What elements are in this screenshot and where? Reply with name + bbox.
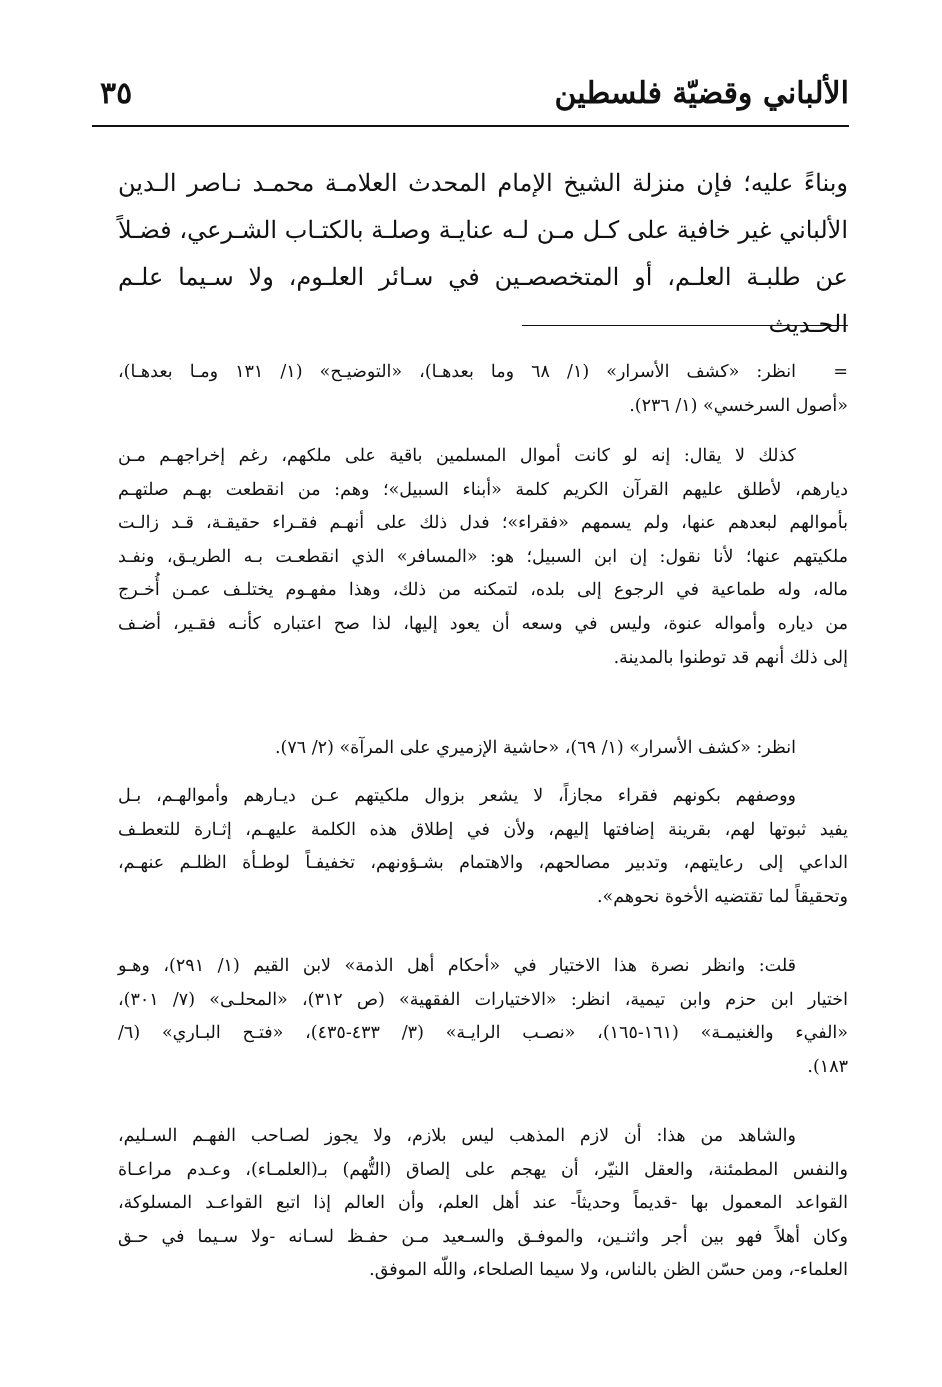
footnote-line: اختيار ابن حزم وابن تيمية، انظر: «الاختيارات الفقهية» (ص ٣١٢)، «المحلـى» (٧/ ٣٠١)، (118, 989, 848, 1010)
footnote-line: بأموالهم لبعدهم عنها، ولم يسمهم «فقراء»؛ فدل ذلك على أنهـم فقـراء حقيقـة، قـد زالـت (118, 513, 848, 534)
footnote-separator (522, 325, 848, 326)
footnote-line: ملكيتهم عنها؛ لأنا نقول: إن ابن السبيل؛ هو: «المسافر» الذي انقطعـت بـه الطريـق، ونفـد (118, 546, 848, 567)
footnote-line: القواعد المعمول بها -قديماً وحديثاً- عند أهل العلم، وأن العالم إذا اتبع القواعـد المسلوكة، (118, 1193, 848, 1214)
header-title: الألباني وقضيّة فلسطين (554, 76, 849, 111)
footnote-line: العلماء-، ومن حسّن الظن بالناس، ولا سيما الصلحاء، واللّه الموفق. (369, 1260, 848, 1281)
footnote-paragraph-references-1 (118, 356, 848, 423)
footnote-line: يفيد ثبوتها لهم، بقرينة إضافتها إليهم، ولأن في إطلاق هذه الكلمة عليهـم، إثـارة للتعطـف (118, 819, 848, 840)
footnote-line: ١٨٣). (807, 1056, 848, 1077)
footnote-line: كذلك لا يقال: إنه لو كانت أموال المسلمين باقية على ملكهم، رغم إخراجهـم مـن (118, 446, 796, 466)
footnote-line: والنفس المطمئنة، والعقل النيّر، أن يهجم على إلصاق (التُّهم) بـ(العلمـاء)، وعـدم مراعـاة (118, 1159, 848, 1180)
footnote-line: من دياره وأمواله عنوة، وليس في وسعه أن يعود إليها، لذا صح اعتباره كأنـه فقـير، أضـف (118, 613, 848, 634)
footnote-paragraph-references-2 (118, 732, 848, 766)
footnote-line: «أصول السرخسي» (١/ ٢٣٦). (629, 395, 848, 416)
footnote-line: «الفيء والغنيمـة» (١٦١-١٦٥)، «نصـب الرايـة» (٣/ ٤٣٣-٤٣٥)، «فتـح البـاري» (٦/ (118, 1023, 848, 1044)
footnote-line: والشاهد من هذا: أن لازم المذهب ليس بلازم، ولا يجوز لصـاحب الفهـم السـليم، (118, 1126, 796, 1146)
footnote-line: ماله، وله طماعية في الرجوع إلى بلده، لتمكنه من ذلك، وهذا مفهـوم يختلـف عمـن أُخـرج (118, 580, 848, 601)
footnote-continuation-mark: = (833, 362, 848, 382)
page-number: ٣٥ (100, 76, 133, 111)
footnote-paragraph-objection (118, 440, 848, 675)
main-text-line: الألباني غير خافية على كـل مـن لـه عنايـة وصلـة بالكتـاب الشـرعي، فضـلاً (118, 216, 848, 244)
footnote-paragraph-qultu (118, 950, 848, 1084)
footnote-line: الداعي إلى رعايتهم، وتدبير مصالحهم، والاهتمام بشـؤونهم، تخفيفـاً لوطـأة الظلـم عنهـم، (118, 853, 848, 874)
footnote-line: ديارهم، لأطلق عليهم القرآن الكريم كلمة «أبناء السبيل»؛ وهم: من انقطعت بهـم صلتهـم (118, 479, 848, 500)
footnote-line: ووصفهم بكونهم فقراء مجازاً، لا يشعر بزوال ملكيتهم عـن ديـارهم وأموالهـم، بـل (118, 786, 796, 806)
header-rule (92, 125, 849, 127)
footnote-paragraph-description (118, 780, 848, 914)
footnote-line: وكان أهلاً فهو بين أجر واثنـين، والموفـق والسـعيد مـن حفـظ لسـانه -ولا سـيما في حـق (118, 1226, 848, 1247)
footnote-line: إلى ذلك أنهم قد توطنوا بالمدينة. (613, 647, 848, 668)
footnote-line: قلت: وانظر نصرة هذا الاختيار في «أحكام أهل الذمة» لابن القيم (١/ ٢٩١)، وهـو (118, 956, 796, 976)
footnote-line: انظر: «كشف الأسرار» (١/ ٦٨ وما بعدهـا)، «التوضيـح» (١/ ١٣١ ومـا بعدهـا)، (118, 362, 797, 382)
running-header (92, 72, 849, 118)
main-text-line: عن طلبـة العلـم، أو المتخصصـين في سـائر العلـوم، ولا سـيما علـم الحـديث (118, 263, 849, 338)
footnote-line: وتحقيقاً لما تقتضيه الأخوة نحوهم». (596, 886, 848, 907)
footnote-line: انظر: «كشف الأسرار» (١/ ٦٩)، «حاشية الإزميري على المرآة» (٢/ ٧٦). (274, 738, 796, 758)
main-text-line: وبناءً عليه؛ فإن منزلة الشيخ الإمام المحدث العلامـة محمـد نـاصر الـدين (118, 169, 848, 197)
main-body-text (118, 160, 849, 338)
footnote-paragraph-conclusion (118, 1120, 848, 1288)
